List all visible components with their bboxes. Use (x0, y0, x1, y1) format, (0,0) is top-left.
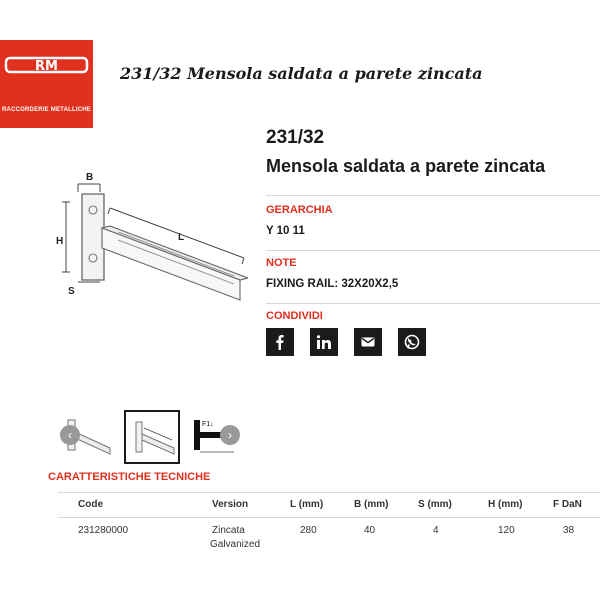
mail-share-button[interactable] (354, 328, 382, 356)
chevron-right-icon: › (228, 428, 232, 442)
note-value: FIXING RAIL: 32X20X2,5 (266, 278, 399, 290)
logo-tagline: RACCORDERIE METALLICHE (2, 107, 91, 113)
cell-code: 231280000 (78, 525, 129, 536)
table-row (58, 517, 600, 561)
cell-version-line1: Zincata (212, 525, 245, 536)
svg-text:RM: RM (35, 59, 58, 74)
diagram-label-l: L (178, 232, 185, 243)
gerarchia-label: GERARCHIA (266, 204, 333, 216)
logo[interactable] (0, 40, 93, 128)
diagram-label-b: B (86, 172, 94, 183)
cell-s: 4 (433, 525, 439, 536)
specs-table (58, 492, 600, 550)
thumbnail-next-button[interactable] (220, 425, 240, 445)
cell-f: 38 (563, 525, 575, 536)
linkedin-icon (316, 334, 332, 350)
header-version: Version (212, 499, 249, 510)
product-main-image (38, 162, 248, 302)
gerarchia-value: Y 10 11 (266, 225, 305, 237)
thumbnail-prev-button[interactable] (60, 425, 80, 445)
header-s: S (mm) (418, 499, 452, 510)
divider (266, 303, 600, 304)
chevron-left-icon: ‹ (68, 428, 72, 442)
cell-b: 40 (364, 525, 376, 536)
specs-title: CARATTERISTICHE TECNICHE (48, 471, 211, 483)
note-label: NOTE (266, 257, 297, 269)
divider (266, 195, 600, 196)
header-h: H (mm) (488, 499, 523, 510)
header-l: L (mm) (290, 499, 324, 510)
condividi-label: CONDIVIDI (266, 310, 323, 322)
table-header-row (58, 493, 600, 517)
cell-l: 280 (300, 525, 317, 536)
divider (266, 250, 600, 251)
facebook-share-button[interactable] (266, 328, 294, 356)
header-code: Code (78, 499, 103, 510)
force-label: F1↓ (202, 421, 214, 428)
thumbnail-2[interactable] (124, 410, 180, 464)
header-b: B (mm) (354, 499, 389, 510)
header-f: F DaN (553, 499, 582, 510)
whatsapp-share-button[interactable] (398, 328, 426, 356)
mail-icon (360, 334, 376, 350)
product-code: 231/32 (266, 127, 325, 148)
whatsapp-icon (404, 334, 420, 350)
logo-mark (0, 40, 93, 128)
cell-version-line2: Galvanized (210, 539, 261, 550)
cell-h: 120 (498, 525, 515, 536)
product-title: Mensola saldata a parete zincata (266, 156, 546, 176)
diagram-label-s: S (68, 286, 75, 297)
facebook-icon (272, 334, 288, 350)
linkedin-share-button[interactable] (310, 328, 338, 356)
page-header-title: 231/32 Mensola saldata a parete zincata (120, 64, 483, 83)
diagram-label-h: H (56, 236, 64, 247)
